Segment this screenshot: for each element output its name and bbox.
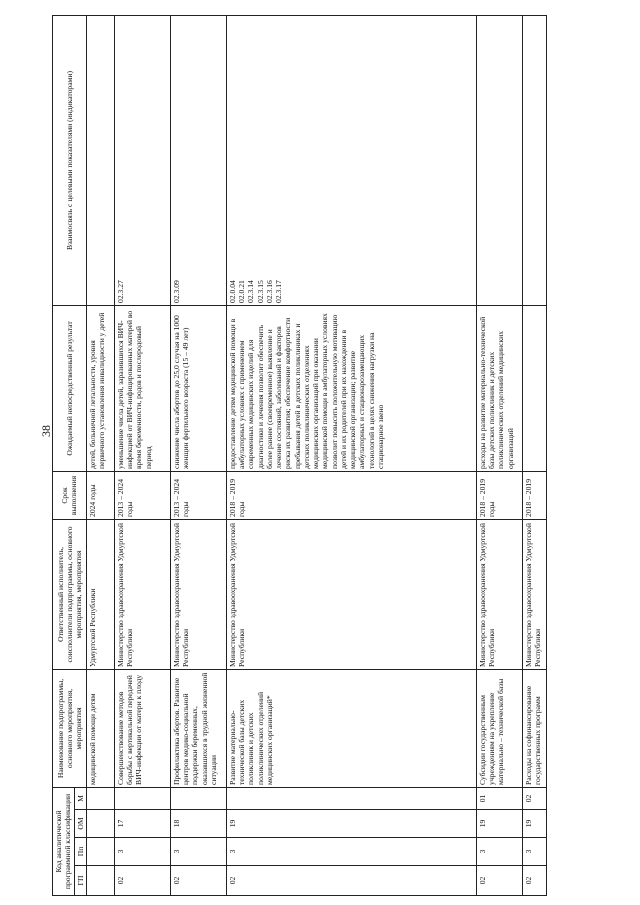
cell-result: детей, больничной летальности, уровня первичного установления инвалидности у детей xyxy=(86,305,114,471)
cell-name: Совершенствование методов борьбы с вертикальной передачей ВИЧ-инфекции от матери к плоду xyxy=(114,669,170,787)
header-term: Срок выполнения xyxy=(53,471,87,519)
cell-m: 02 xyxy=(522,787,546,809)
cell-result: предоставление детям медицинской помощи в амбулаторных условиях с применением современных медицинских изделий для диагностики и лечения позволит обеспечить более раннее (своевременное) выявление и лечение состояний, заболеваний и факторов риска их развития; обеспечение комфортности пребывания детей в детских поликлиниках и детских поликлинических отделениях медицинских организаций при оказании медицинской помощи в амбулаторных условиях позволит повысить положительную мотивацию детей и их родителей при их нахождении в медицинской организации; развитие амбулаторных и стационарозамещающих технологий в целях снижения нагрузки на стационарное звено xyxy=(226,305,476,471)
header-pp: Пп xyxy=(74,838,86,866)
cell-term: 2018 – 2019 xyxy=(522,471,546,519)
cell-m xyxy=(226,787,476,809)
cell-indicators: 02.3.09 xyxy=(170,15,226,305)
cell-executor: Министерство здравоохранения Удмуртской Республики xyxy=(170,519,226,669)
cell-gp: 02 xyxy=(114,866,170,896)
cell-indicators: 02.0.04 02.0.21 02.3.14 02.3.15 02.3.16 02.3.17 xyxy=(226,15,476,305)
cell-pp: 3 xyxy=(114,838,170,866)
cell-pp: 3 xyxy=(476,838,522,866)
table-row xyxy=(86,15,114,895)
header-result: Ожидаемый непосредственный результат xyxy=(53,305,87,471)
cell-term: 2013 – 2024 годы xyxy=(114,471,170,519)
cell-om: 18 xyxy=(170,810,226,838)
cell-m xyxy=(86,787,114,809)
table-row xyxy=(114,15,170,895)
cell-term: 2013 – 2024 годы xyxy=(170,471,226,519)
table-row xyxy=(226,15,476,895)
cell-term: 2018 – 2019 годы xyxy=(476,471,522,519)
cell-pp xyxy=(86,838,114,866)
cell-gp: 02 xyxy=(226,866,476,896)
table-row xyxy=(170,15,226,895)
rotated-sheet xyxy=(52,16,600,896)
cell-pp: 3 xyxy=(226,838,476,866)
cell-m xyxy=(170,787,226,809)
cell-term: 2024 годы xyxy=(86,471,114,519)
cell-gp xyxy=(86,866,114,896)
cell-name: Субсидии государственным учреждениям на укрепление материально – технической базы xyxy=(476,669,522,787)
cell-om xyxy=(86,810,114,838)
cell-indicators xyxy=(476,15,522,305)
cell-indicators xyxy=(86,15,114,305)
header-name: Наименование подпрограммы, основного мероприятия, мероприятия xyxy=(53,669,87,787)
cell-m xyxy=(114,787,170,809)
cell-gp: 02 xyxy=(170,866,226,896)
cell-result: расходы на развитие материально-технической базы детских поликлиник и детских поликлинических отделений медицинских организаций xyxy=(476,305,522,471)
cell-executor: Удмуртской Республики xyxy=(86,519,114,669)
cell-pp: 3 xyxy=(522,838,546,866)
cell-result: снижение числа абортов до 25,0 случая на 1000 женщин фертильного возраста (15 – 49 лет) xyxy=(170,305,226,471)
cell-executor: Министерство здравоохранения Удмуртской Республики xyxy=(522,519,546,669)
cell-om: 19 xyxy=(476,810,522,838)
page-number: 38 xyxy=(39,425,53,437)
header-gp: ГП xyxy=(74,866,86,896)
header-row-1 xyxy=(53,15,75,895)
cell-pp: 3 xyxy=(170,838,226,866)
cell-executor: Министерство здравоохранения Удмуртской Республики xyxy=(226,519,476,669)
cell-om: 19 xyxy=(522,810,546,838)
cell-term: 2018 – 2019 годы xyxy=(226,471,476,519)
cell-name: Профилактика абортов. Развитие центров медико-социальной поддержки беременных, оказавшихся в трудной жизненной ситуации xyxy=(170,669,226,787)
cell-om: 19 xyxy=(226,810,476,838)
program-table xyxy=(52,15,547,896)
header-executor: Ответственный исполнитель, соисполнители подпрограммы, основного мероприятия, мероприятия xyxy=(53,519,87,669)
table-row xyxy=(522,15,546,895)
cell-name: Расходы на софинансирование государственных программ xyxy=(522,669,546,787)
cell-indicators: 02.3.27 xyxy=(114,15,170,305)
header-indicators: Взаимосвязь с целевыми показателями (индикаторами) xyxy=(53,15,87,305)
cell-gp: 02 xyxy=(522,866,546,896)
header-m: М xyxy=(74,787,86,809)
cell-executor: Министерство здравоохранения Удмуртской Республики xyxy=(114,519,170,669)
cell-name: Развитие материально-технической базы детских поликлиник и детских поликлинических отделений медицинских организаций* xyxy=(226,669,476,787)
cell-om: 17 xyxy=(114,810,170,838)
cell-gp: 02 xyxy=(476,866,522,896)
cell-indicators xyxy=(522,15,546,305)
header-code-group: Код аналитической программной классификации xyxy=(53,787,75,895)
table-row xyxy=(476,15,522,895)
cell-result: уменьшение числа детей, заразившихся ВИЧ-инфекцией от ВИЧ-инфицированных матерей во время беременности, родов и послеродовый период xyxy=(114,305,170,471)
cell-m: 01 xyxy=(476,787,522,809)
cell-name: медицинской помощи детям xyxy=(86,669,114,787)
header-om: ОМ xyxy=(74,810,86,838)
cell-executor: Министерство здравоохранения Удмуртской Республики xyxy=(476,519,522,669)
cell-result xyxy=(522,305,546,471)
